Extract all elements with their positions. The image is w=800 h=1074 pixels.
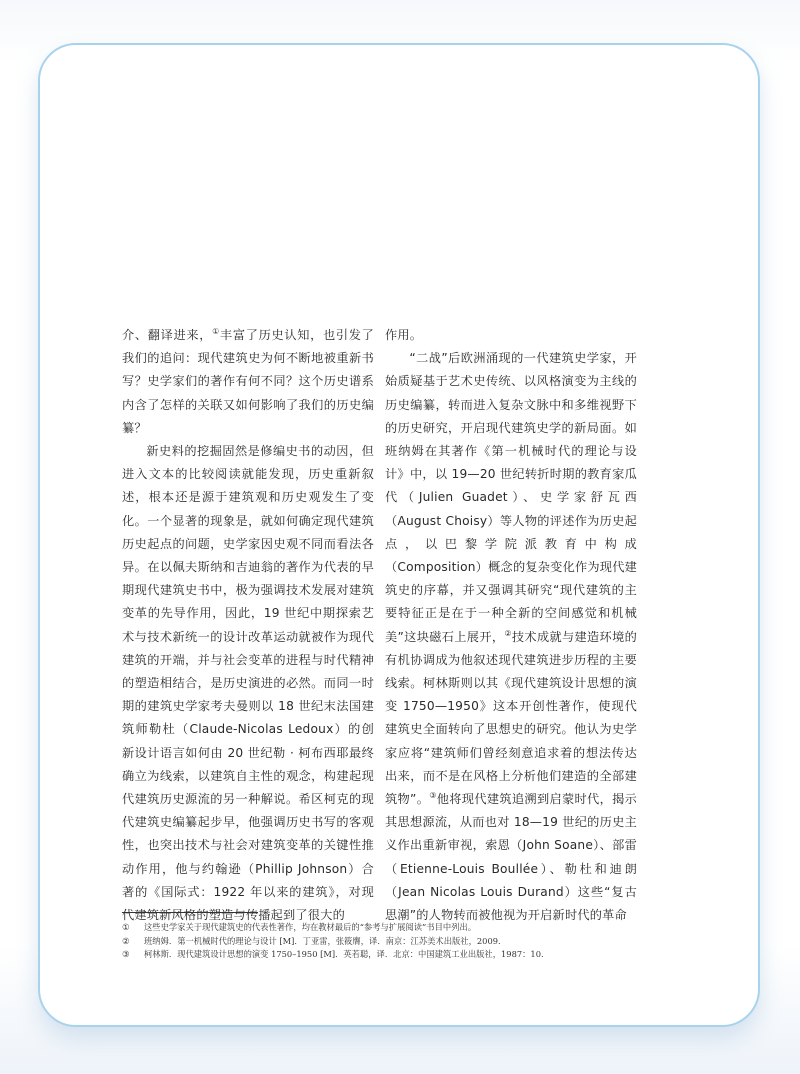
left-column [122,324,374,927]
footnote-text: 柯林斯．现代建筑设计思想的演变 1750–1950 [M]．英若聪，译．北京：中国建筑工业出版社，1987：10. [144,949,544,960]
text-run: 他将现代建筑追溯到启蒙时代，揭示其思想源流，从而也对 18—19 世纪的历史主义作出重新审视，索恩（John Soane）、部雷（Etienne-Louis Boullée）、勒杜和迪朗（Jean Nicolas Louis Durand）这些“复古思潮”的人物转而被他视为开启新时代的革命 [385,792,638,923]
footnote-ref-1[interactable]: ① [212,326,220,336]
text-run: 丰富了历史认知，也引发了我们的追问：现代建筑史为何不断地被重新书写？史学家们的著作有何不同？这个历史谱系内含了怎样的关联又如何影响了我们的历史编纂？ [122,328,374,435]
footnote-divider [122,912,258,913]
footnotes [122,921,642,962]
text-run: 技术成就与建造环境的有机协调成为他叙述现代建筑进步历程的主要线索。柯林斯则以其《现代建筑设计思想的演变 1750—1950》这本开创性著作，使现代建筑史全面转向了思想史的研究。他认为史学家应将“建筑师们曾经刻意追求着的想法传达出来，而不是在风格上分析他们建造的全部建筑物”。 [385,629,637,807]
footnote-2 [122,935,642,949]
right-column [385,324,637,927]
footnote-1 [122,921,642,935]
right-paragraph-2 [385,347,637,927]
footnote-number: ② [122,935,130,946]
footnote-text: 这些史学家关于现代建筑史的代表性著作，均在教材最后的“参考与扩展阅读”书目中列出。 [144,922,477,932]
right-paragraph-1: 作用。 [385,328,423,342]
left-paragraph-2: 新史料的挖掘固然是修编史书的动因，但进入文本的比较阅读就能发现，历史重新叙述，根本还是源于建筑观和历史观发生了变化。一个显著的现象是，就如何确定现代建筑历史起点的问题，史学家因史观不同而看法各异。在以佩夫斯纳和吉迪翁的著作为代表的早期现代建筑史书中，极为强调技术发展对建筑变革的先导作用，因此，19 世纪中期探索艺术与技术新统一的设计改革运动就被作为现代建筑的开端，并与社会变革的进程与时代精神的塑造相结合，是历史演进的必然。而同一时期的建筑史学家考夫曼则以 18 世纪末法国建筑师勒杜（Claude-Nicolas Ledoux）的创新设计语言如何由 20 世纪勒 · 柯布西耶最终确立为线索，以建筑自主性的观念，构建起现代建筑历史源流的另一种解说。希区柯克的现代建筑史编纂起步早，他强调历史书写的客观性，也突出技术与社会对建筑变革的关键性推动作用，他与约翰逊（Phillip Johnson）合著的《国际式：1922 年以来的建筑》，对现代建筑新风格的塑造与传播起到了很大的 [122,444,374,923]
footnote-number: ① [122,922,130,932]
footnote-ref-2[interactable]: ② [504,628,512,638]
footnote-number: ③ [122,949,130,960]
text-run: “二战”后欧洲涌现的一代建筑史学家，开始质疑基于艺术史传统、以风格演变为主线的历史编纂，转而进入复杂文脉中和多维视野下的历史研究，开启现代建筑史学的新局面。如班纳姆在其著作《第一机械时代的理论与设计》中，以 19—20 世纪转折时期的教育家瓜代（Julien Guadet）、史学家舒瓦西（August Choisy）等人物的评述作为历史起点，以巴黎学院派教育中构成（Composition）概念的复杂变化作为现代建筑史的序幕，并又强调其研究“现代建筑的主要特征正是在于一种全新的空间感觉和机械美”这块磁石上展开， [385,351,637,644]
footnote-3 [122,948,642,962]
text-run: 介、翻译进来， [122,328,213,342]
footnote-text: 班纳姆．第一机械时代的理论与设计 [M]．丁亚雷，张筱膺，译．南京：江苏美术出版社，2009. [144,935,501,946]
left-paragraph-1 [122,324,374,440]
footnote-ref-3[interactable]: ③ [429,791,437,800]
